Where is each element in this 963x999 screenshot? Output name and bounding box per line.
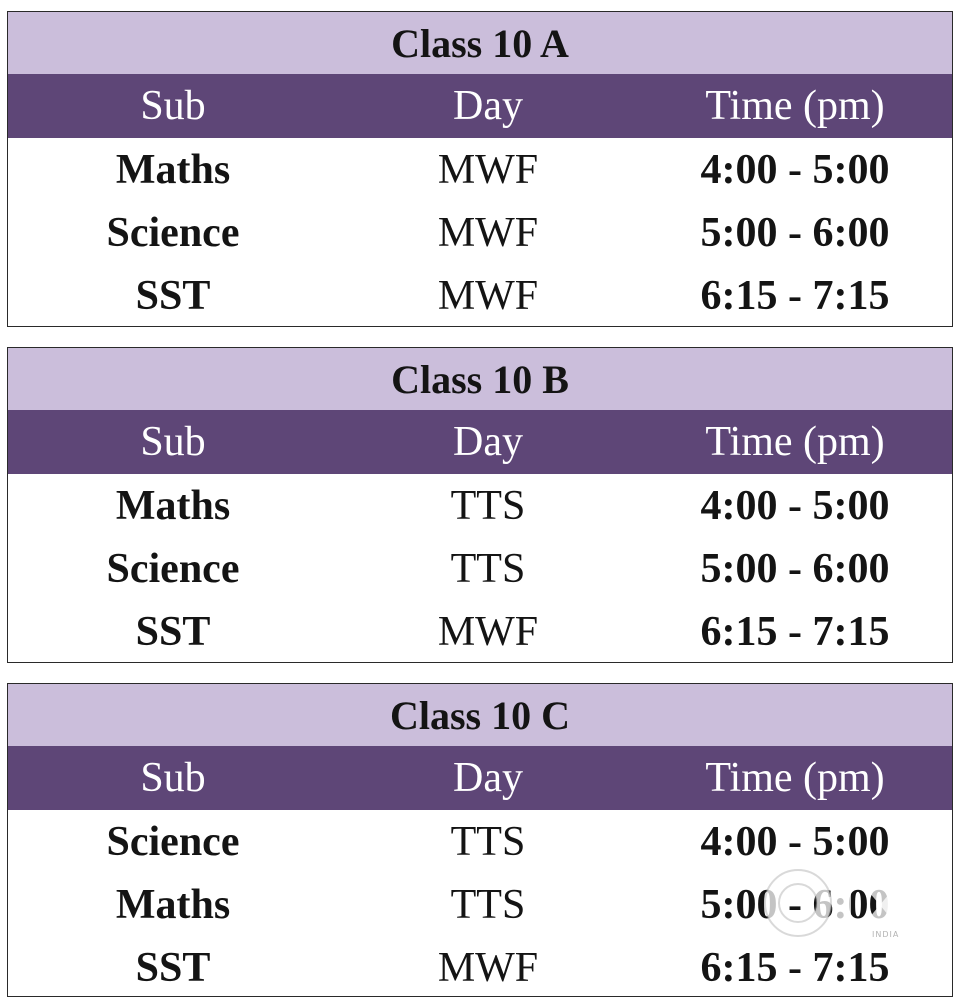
header-time: Time (pm): [705, 755, 885, 801]
cell-sub: SST: [135, 272, 211, 319]
cell-time: 6:15 - 7:15: [700, 608, 890, 655]
cell-day: MWF: [437, 209, 539, 256]
cell-day: TTS: [450, 545, 526, 592]
cell-time: 5:00 - 6:00: [700, 209, 890, 256]
header-row: [8, 410, 952, 474]
cell-time: 5:00 - 6:00: [700, 881, 890, 928]
header-row: [8, 74, 952, 138]
cell-sub: Science: [106, 545, 240, 592]
watermark-sub-label: INDIA: [872, 930, 900, 939]
cell-day: MWF: [437, 272, 539, 319]
table-row: [8, 810, 952, 873]
cell-time: 4:00 - 5:00: [700, 482, 890, 529]
header-sub: Sub: [140, 419, 206, 465]
header-day: Day: [453, 419, 523, 465]
table-row: [8, 264, 952, 327]
header-day: Day: [453, 83, 523, 129]
table-title: Class 10 C: [8, 684, 952, 746]
cell-time: 4:00 - 5:00: [700, 818, 890, 865]
table-row: [8, 201, 952, 264]
cell-day: TTS: [450, 881, 526, 928]
schedule-table-class-10-c: [7, 683, 953, 997]
cell-sub: Maths: [115, 146, 231, 193]
table-title: Class 10 A: [8, 12, 952, 74]
cell-sub: SST: [135, 608, 211, 655]
header-day: Day: [453, 755, 523, 801]
table-title: Class 10 B: [8, 348, 952, 410]
table-row: [8, 873, 952, 936]
cell-sub: Science: [106, 209, 240, 256]
cell-time: 6:15 - 7:15: [700, 272, 890, 319]
cell-time: 4:00 - 5:00: [700, 146, 890, 193]
cell-sub: SST: [135, 944, 211, 991]
header-time: Time (pm): [705, 419, 885, 465]
cell-day: MWF: [437, 146, 539, 193]
cell-day: MWF: [437, 608, 539, 655]
header-time: Time (pm): [705, 83, 885, 129]
cell-day: TTS: [450, 482, 526, 529]
cell-time: 6:15 - 7:15: [700, 944, 890, 991]
table-row: [8, 138, 952, 201]
cell-sub: Science: [106, 818, 240, 865]
schedule-table-class-10-a: [7, 11, 953, 327]
header-sub: Sub: [140, 83, 206, 129]
cell-day: TTS: [450, 818, 526, 865]
schedule-table-class-10-b: [7, 347, 953, 663]
cell-time: 5:00 - 6:00: [700, 545, 890, 592]
table-row: [8, 600, 952, 663]
header-row: [8, 746, 952, 810]
header-sub: Sub: [140, 755, 206, 801]
table-row: [8, 936, 952, 999]
table-row: [8, 537, 952, 600]
cell-day: MWF: [437, 944, 539, 991]
table-row: [8, 474, 952, 537]
cell-sub: Maths: [115, 482, 231, 529]
cell-sub: Maths: [115, 881, 231, 928]
